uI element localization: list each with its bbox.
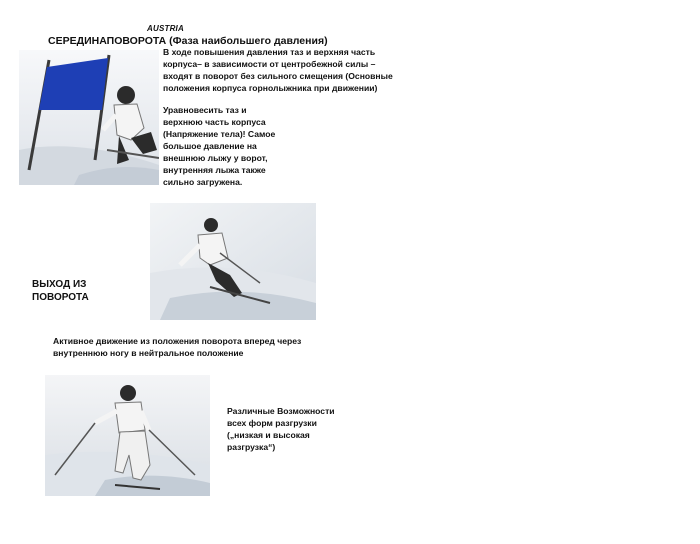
photo-skier-turn-exit [150,203,316,320]
turn-exit-paragraph: Активное движение из положения поворота вперед через внутреннюю ногу в нейтральное положение [53,336,302,358]
photo-skier-unweighting [45,375,210,496]
brand-label: AUSTRIA [147,24,184,33]
page-title: СЕРЕДИНАПОВОРОТА (Фаза наибольшего давления) [48,35,328,47]
turn-pressure-paragraph: В ходе повышения давления таз и верхняя часть корпуса– в зависимости от центробежной силы –входят в поворот без сильного смещения (Основные положения корпуса горнолыжника при движении) [163,47,393,93]
unweighting-paragraph: Различные Возможности всех форм разгрузки („низкая и высокая разгрузка“) [227,406,335,452]
photo-skier-gate [19,50,159,185]
turn-exit-heading: ВЫХОД ИЗ ПОВОРОТА [32,279,89,303]
balance-paragraph: Уравновесить таз и верхнюю часть корпуса (Напряжение тела)! Самое большое давление на внешнюю лыжу у ворот, внутренняя лыжа также сильно загружена. [163,105,276,187]
